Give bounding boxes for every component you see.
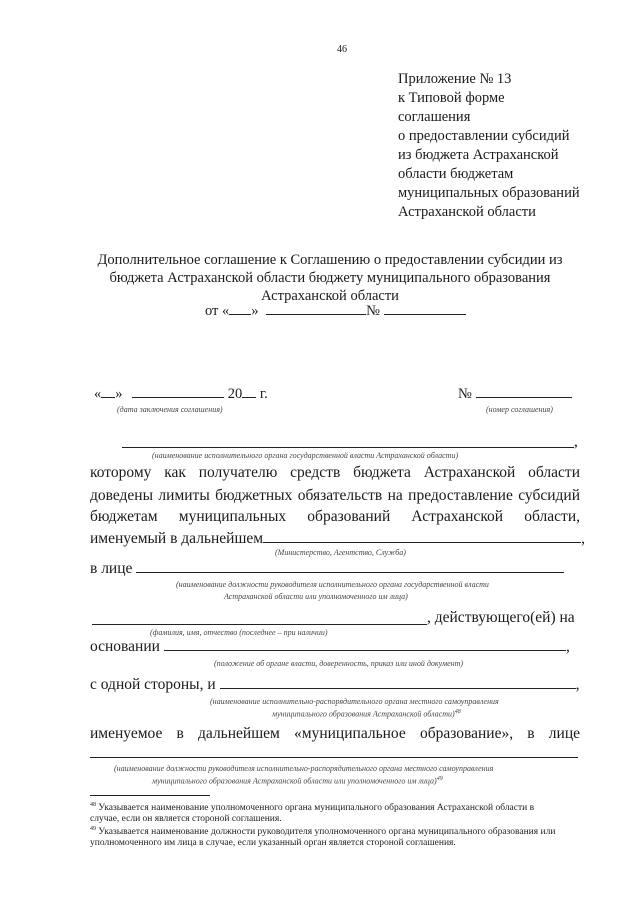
footnote-ref-48: 48 — [454, 709, 461, 715]
comma: , — [574, 433, 578, 450]
appendix-line: области бюджетам — [398, 166, 514, 182]
year-prefix: 20 — [227, 386, 243, 402]
municipal-hint-2: муниципального образования Астраханской области)$^{48}$ — [272, 709, 461, 719]
appendix-line: о предоставлении субсидий — [398, 128, 570, 144]
comma: , — [575, 676, 580, 693]
head-hint-2: муниципального образования Астраханской области или уполномоченного им лица)$^{49}$ — [152, 776, 443, 786]
fio-field — [92, 624, 427, 625]
paragraph-line: которому как получателю средств бюджета Астраханской области — [90, 464, 580, 481]
appendix-line: из бюджета Астраханской — [398, 147, 559, 163]
authority-hint: (наименование исполнительного органа государственной власти Астраханской области) — [152, 451, 459, 460]
heading-line-3: Астраханской области — [261, 288, 399, 304]
basis-label: основании — [90, 638, 160, 655]
footnote-separator — [90, 795, 210, 796]
head-field — [90, 757, 578, 758]
basis-row — [90, 638, 570, 656]
acting-text: , действующего(ей) на — [427, 609, 575, 626]
document-heading — [80, 251, 580, 305]
named-municipality-line: именуемое в дальнейшем «муниципальное образование», в лице — [90, 725, 580, 742]
person-row — [90, 560, 564, 578]
date-row — [94, 386, 268, 403]
appendix-line: Приложение № 13 — [398, 71, 512, 87]
agreement-number-field — [476, 397, 572, 398]
appendix-block — [398, 70, 580, 222]
appendix-line: соглашения — [398, 109, 471, 125]
quote-close: » — [251, 303, 259, 319]
footnote-mark: 48 — [90, 802, 96, 808]
named-label: именуемый в дальнейшем — [90, 530, 264, 547]
footnote-mark: 49 — [90, 826, 96, 832]
basis-hint: (положение об органе власти, доверенность, приказ или иной документ) — [214, 659, 464, 668]
person-label: в лице — [90, 560, 133, 577]
year-suffix: г. — [259, 386, 268, 402]
one-side-label: с одной стороны, и — [90, 676, 216, 693]
footnote-48-cont: случае, если он является стороной соглашения. — [90, 814, 282, 824]
quote-open: « — [94, 386, 102, 402]
basis-field — [164, 650, 566, 651]
appendix-line: к Типовой форме — [398, 90, 505, 106]
comma: , — [581, 530, 585, 547]
footnote-49-cont: уполномоченного им лица в случае, если указанный орган является стороной соглашения. — [90, 838, 456, 848]
date-hint: (дата заключения соглашения) — [117, 405, 223, 414]
footnote-text: Указывается наименование должности руководителя уполномоченного органа муниципального образования или — [98, 827, 556, 838]
year-field — [242, 397, 256, 398]
number-hint: (номер соглашения) — [486, 405, 553, 414]
footnote-text: Указывается наименование уполномоченного органа муниципального образования Астраханской области в — [98, 803, 535, 814]
paragraph-line: доведены лимиты бюджетных обязательств на предоставление субсидий — [90, 487, 580, 504]
heading-line-1: Дополнительное соглашение к Соглашению о предоставлении субсидии из — [97, 252, 563, 268]
number-sign: № — [366, 303, 380, 319]
footnote-ref-49: 49 — [436, 776, 443, 782]
authority-field — [122, 447, 574, 448]
appendix-line: Астраханской области — [398, 204, 536, 220]
municipal-hint-1: (наименование исполнительно-распорядительного органа местного самоуправления — [210, 697, 499, 706]
footnote-49 — [90, 826, 555, 837]
appendix-line: муниципальных образований — [398, 185, 580, 201]
number-sign: № — [458, 386, 472, 402]
fio-hint: (фамилия, имя, отчество (последнее – при наличии) — [150, 628, 328, 637]
number-blank — [384, 314, 466, 315]
day-field — [101, 397, 115, 398]
head-hint-1: (наименование должности руководителя исполнительно-распорядительного органа местного самоуправления — [114, 764, 494, 773]
person-field — [136, 572, 564, 573]
month-field — [132, 397, 224, 398]
quote-close: » — [115, 386, 123, 402]
heading-line-2: бюджета Астраханской области бюджету муниципального образования — [109, 270, 551, 286]
ministry-hint: (Министерство, Агентство, Служба) — [275, 548, 406, 557]
day-blank — [229, 314, 251, 315]
date-blank — [266, 314, 366, 315]
comma: , — [565, 638, 570, 655]
heading-date-row — [205, 303, 466, 320]
agreement-number-row — [458, 386, 572, 403]
municipal-body-field — [220, 688, 576, 689]
ministry-field — [263, 542, 581, 543]
one-side-row — [90, 676, 580, 694]
from-prefix: от « — [205, 303, 230, 319]
position-hint-2: Астраханской области или уполномоченного им лица) — [224, 592, 408, 601]
named-line — [90, 530, 585, 548]
footnote-48 — [90, 802, 534, 813]
position-hint-1: (наименование должности руководителя исполнительного органа государственной власти — [176, 580, 489, 589]
paragraph-line: бюджетам муниципальных образований Астраханской области, — [90, 508, 580, 525]
page-number: 46 — [337, 44, 347, 55]
